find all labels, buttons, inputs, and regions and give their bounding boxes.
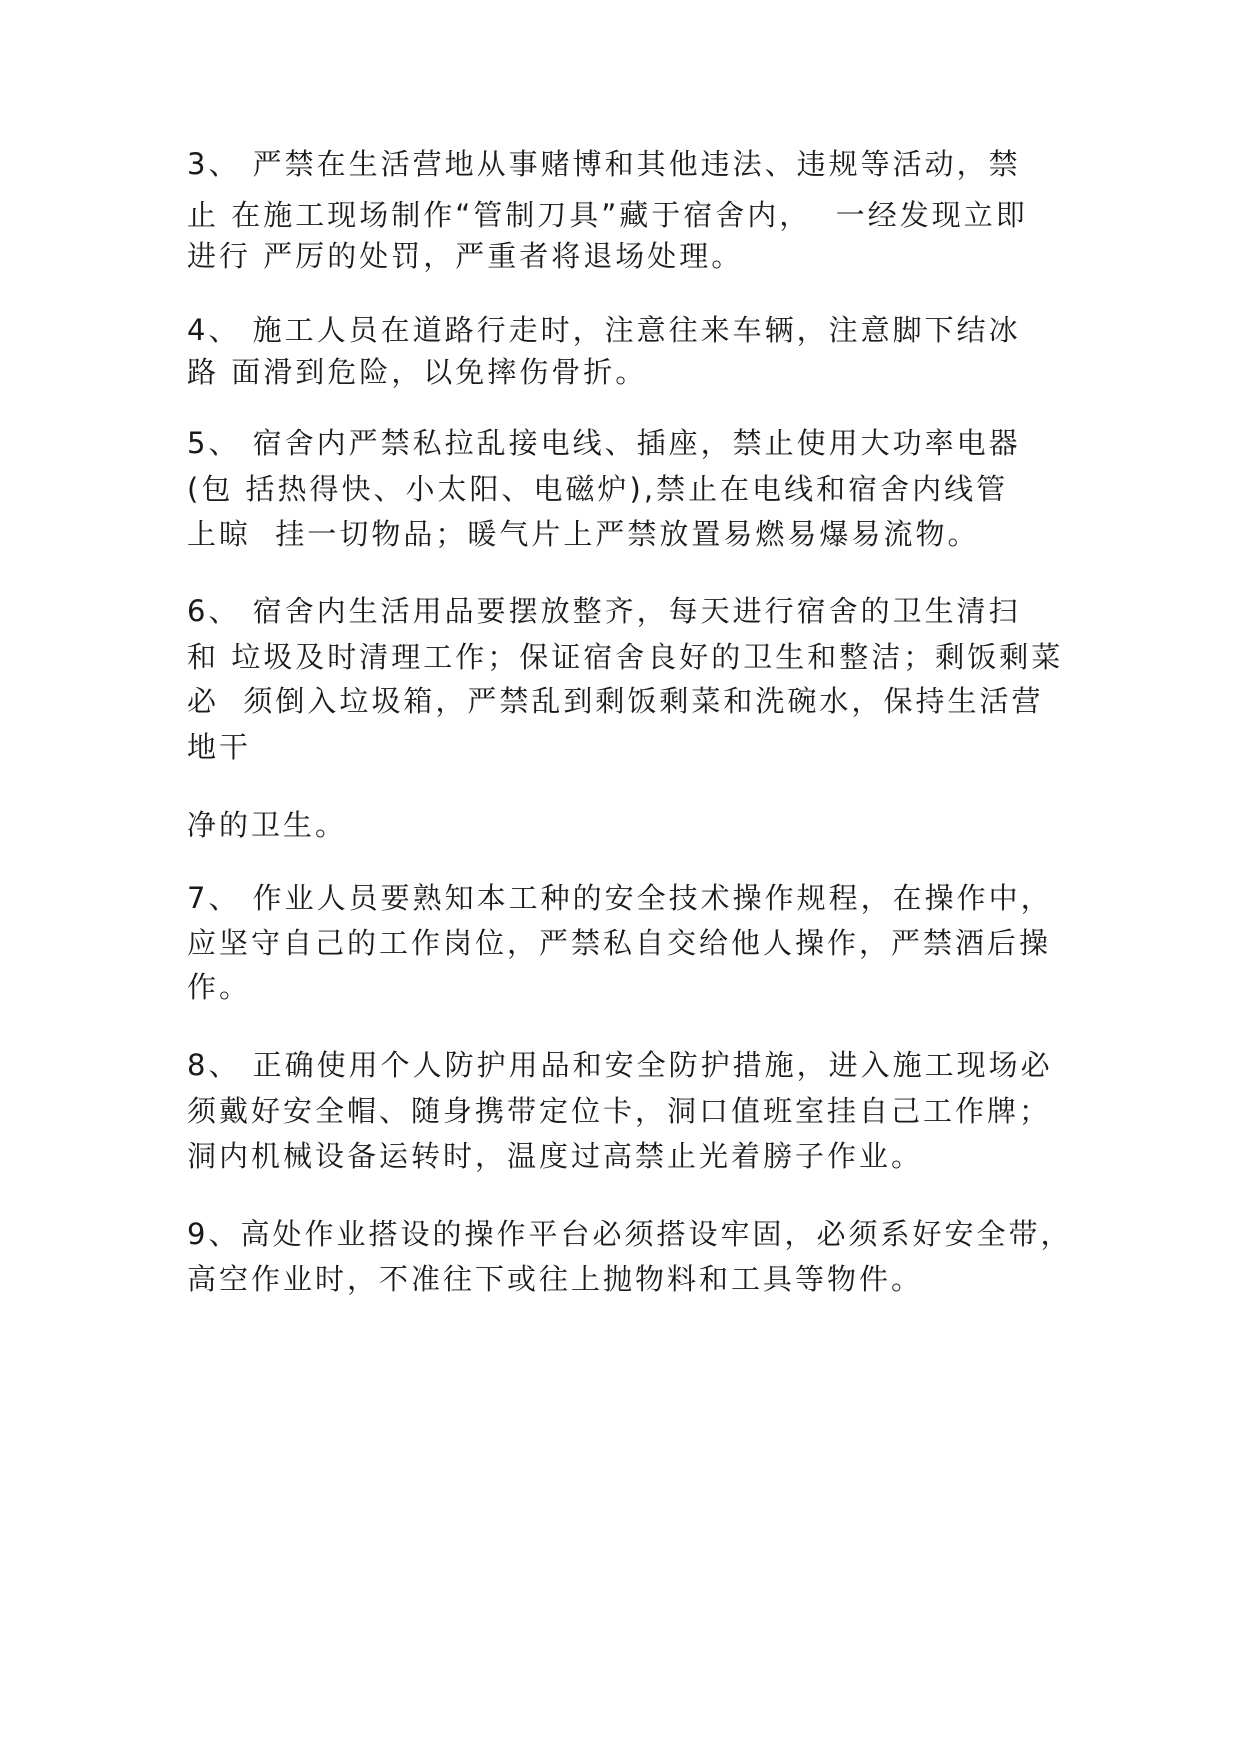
- paragraph-7-line-1: 7、 作业人员要熟知本工种的安全技术操作规程，在操作中，: [187, 881, 1053, 915]
- paragraph-9-line-2: 高空作业时，不准往下或往上抛物料和工具等物件。: [187, 1262, 924, 1296]
- paragraph-4-line-1: 4、 施工人员在道路行走时，注意往来车辆，注意脚下结冰: [187, 313, 1021, 347]
- paragraph-3-line-1: 3、 严禁在生活营地从事赌博和其他违法、违规等活动，禁: [187, 147, 1021, 181]
- paragraph-6-line-4: 地干: [187, 730, 252, 764]
- paragraph-5-line-2: (包 括热得快、小太阳、电磁炉),禁止在电线和宿舍内线管: [187, 472, 1009, 506]
- paragraph-6-continuation: 净的卫生。: [187, 808, 348, 842]
- paragraph-4-line-2: 路 面滑到危险，以免摔伤骨折。: [187, 355, 648, 389]
- paragraph-3-line-2: 止 在施工现场制作“管制刀具”藏于宿舍内， 一经发现立即: [187, 198, 1028, 232]
- paragraph-9-line-1: 9、高处作业搭设的操作平台必须搭设牢固，必须系好安全带，: [187, 1217, 1073, 1251]
- paragraph-6-line-3: 必 须倒入垃圾箱，严禁乱到剩饭剩菜和洗碗水，保持生活营: [187, 684, 1044, 718]
- paragraph-5-line-3: 上晾 挂一切物品；暖气片上严禁放置易燃易爆易流物。: [187, 517, 980, 551]
- paragraph-3-line-3: 进行 严厉的处罚，严重者将退场处理。: [187, 239, 744, 273]
- paragraph-8-line-1: 8、 正确使用个人防护用品和安全防护措施，进入施工现场必: [187, 1048, 1053, 1082]
- paragraph-7-line-3: 作。: [187, 970, 252, 1004]
- paragraph-8-line-2: 须戴好安全帽、随身携带定位卡，洞口值班室挂自己工作牌；: [187, 1094, 1052, 1128]
- paragraph-8-line-3: 洞内机械设备运转时，温度过高禁止光着膀子作业。: [187, 1139, 924, 1173]
- paragraph-5-line-1: 5、 宿舍内严禁私拉乱接电线、插座，禁止使用大功率电器: [187, 426, 1021, 460]
- paragraph-7-line-2: 应坚守自己的工作岗位，严禁私自交给他人操作，严禁酒后操: [187, 926, 1052, 960]
- paragraph-6-line-2: 和 垃圾及时清理工作；保证宿舍良好的卫生和整洁；剩饭剩菜: [187, 640, 1064, 674]
- paragraph-6-line-1: 6、 宿舍内生活用品要摆放整齐，每天进行宿舍的卫生清扫: [187, 594, 1021, 628]
